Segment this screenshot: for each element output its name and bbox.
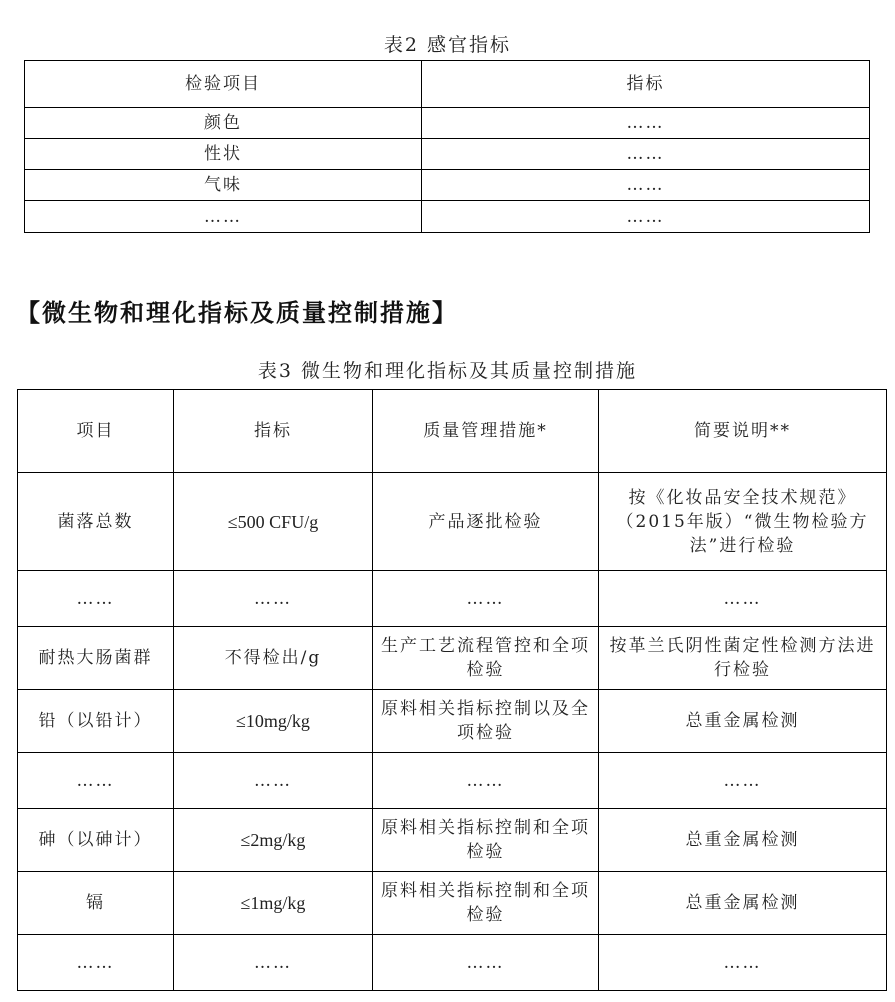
table-cell: 性状: [25, 139, 422, 170]
table-header-row: [25, 61, 870, 108]
table-row: [18, 473, 887, 571]
table-cell: 不得检出/g: [174, 627, 373, 690]
table-cell: ……: [422, 201, 870, 233]
header-cell: 质量管理措施*: [373, 390, 599, 473]
table-row: [25, 201, 870, 233]
header-cell: 检验项目: [25, 61, 422, 108]
table-cell: ……: [599, 571, 887, 627]
table-cell: ……: [373, 753, 599, 809]
table-cell: ≤10mg/kg: [174, 690, 373, 753]
table-cell: ……: [422, 108, 870, 139]
table-cell: ≤500 CFU/g: [174, 473, 373, 571]
table-cell: 耐热大肠菌群: [18, 627, 174, 690]
table-cell: 颜色: [25, 108, 422, 139]
table-cell: ……: [599, 935, 887, 991]
table-cell: ……: [373, 571, 599, 627]
table-row: [25, 170, 870, 201]
table3-caption: 表3 微生物和理化指标及其质量控制措施: [257, 360, 638, 382]
table-cell: ……: [599, 753, 887, 809]
table-row: [18, 690, 887, 753]
table-cell: 按革兰氏阴性菌定性检测方法进行检验: [599, 627, 887, 690]
header-cell: 项目: [18, 390, 174, 473]
table-cell: 原料相关指标控制以及全项检验: [373, 690, 599, 753]
header-cell: 指标: [422, 61, 870, 108]
table-cell: ……: [174, 753, 373, 809]
table-cell: 总重金属检测: [599, 690, 887, 753]
table-row: [18, 872, 887, 935]
table-cell: ≤2mg/kg: [174, 809, 373, 872]
table-cell: ……: [18, 571, 174, 627]
table-cell: 总重金属检测: [599, 809, 887, 872]
microbial-physicochemical-table: [17, 389, 887, 991]
table-cell: 镉: [18, 872, 174, 935]
table-cell: 铅（以铅计）: [18, 690, 174, 753]
table-header-row: [18, 390, 887, 473]
table2-caption: 表2 感官指标: [383, 34, 512, 56]
table-cell: ……: [18, 935, 174, 991]
table-cell: 砷（以砷计）: [18, 809, 174, 872]
table-cell: ≤1mg/kg: [174, 872, 373, 935]
table-cell: 总重金属检测: [599, 872, 887, 935]
table-row: [18, 571, 887, 627]
table-row: [18, 809, 887, 872]
table-cell: ……: [373, 935, 599, 991]
table-cell: 气味: [25, 170, 422, 201]
table-cell: ……: [422, 139, 870, 170]
table-row: [18, 935, 887, 991]
table-cell: 生产工艺流程管控和全项检验: [373, 627, 599, 690]
table-row: [18, 627, 887, 690]
table-cell: ……: [422, 170, 870, 201]
table-cell: 按《化妆品安全技术规范》（2015年版）“微生物检验方法”进行检验: [599, 473, 887, 571]
sensory-indicators-table: [24, 60, 870, 233]
table-row: [18, 753, 887, 809]
header-cell: 指标: [174, 390, 373, 473]
table-row: [25, 139, 870, 170]
table-cell: 原料相关指标控制和全项检验: [373, 809, 599, 872]
table-cell: ……: [174, 571, 373, 627]
table-cell: ……: [18, 753, 174, 809]
table-cell: ……: [25, 201, 422, 233]
table-cell: 原料相关指标控制和全项检验: [373, 872, 599, 935]
table-row: [25, 108, 870, 139]
header-cell: 简要说明**: [599, 390, 887, 473]
table-cell: 产品逐批检验: [373, 473, 599, 571]
table-cell: 菌落总数: [18, 473, 174, 571]
section-heading: 【微生物和理化指标及质量控制措施】: [16, 299, 458, 327]
table-cell: ……: [174, 935, 373, 991]
